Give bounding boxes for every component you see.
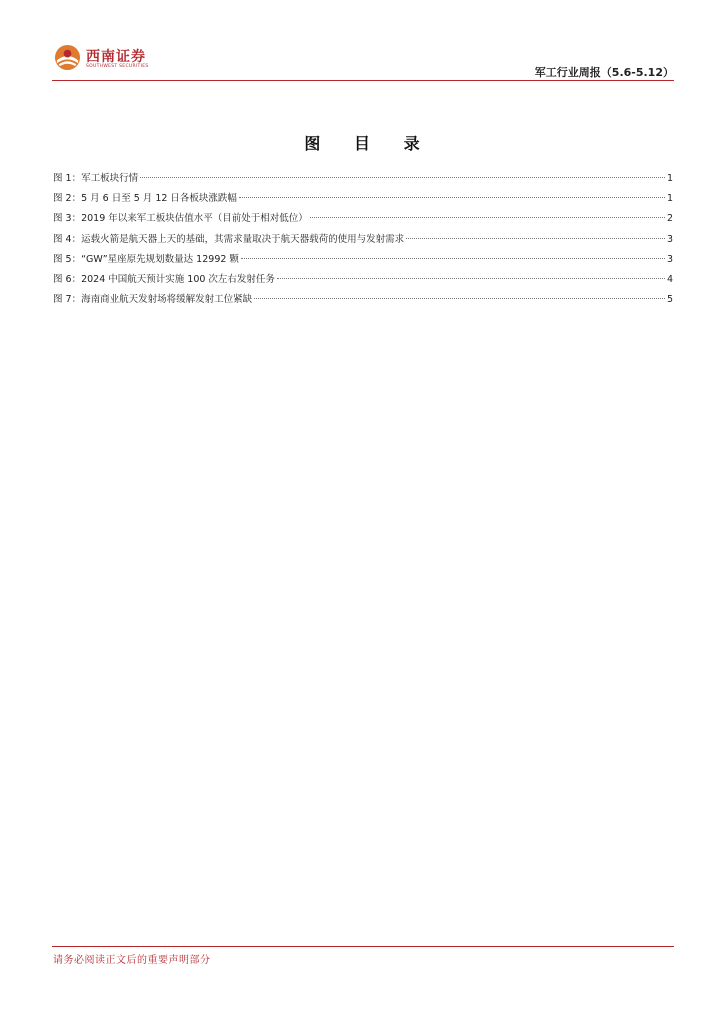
figure-toc xyxy=(53,170,673,311)
toc-leader-dots xyxy=(254,298,665,299)
toc-leader-dots xyxy=(140,177,665,178)
toc-entry[interactable] xyxy=(53,210,673,230)
toc-entry[interactable] xyxy=(53,251,673,271)
toc-entry-page: 2 xyxy=(666,213,673,225)
toc-entry-page: 3 xyxy=(666,253,673,265)
toc-entry[interactable] xyxy=(53,291,673,311)
footer-disclaimer: 请务必阅读正文后的重要声明部分 xyxy=(53,955,211,966)
toc-entry-page: 3 xyxy=(666,233,673,245)
toc-entry[interactable] xyxy=(53,190,673,210)
toc-leader-dots xyxy=(277,278,665,279)
page-header xyxy=(0,0,724,82)
toc-entry[interactable] xyxy=(53,231,673,251)
toc-title: 图 目 录 xyxy=(304,134,434,153)
toc-leader-dots xyxy=(241,258,665,259)
toc-entry[interactable] xyxy=(53,271,673,291)
toc-leader-dots xyxy=(310,217,665,218)
toc-entry-label: 图 5：“GW”星座原先规划数量达 12992 颗 xyxy=(53,253,239,265)
toc-leader-dots xyxy=(406,238,665,239)
company-logo xyxy=(54,44,164,74)
toc-entry[interactable] xyxy=(53,170,673,190)
header-divider xyxy=(52,80,674,81)
logo-text-en: SOUTHWEST SECURITIES xyxy=(86,64,149,69)
toc-entry-page: 4 xyxy=(666,273,673,285)
logo-sun-icon xyxy=(54,44,81,71)
toc-entry-page: 1 xyxy=(666,173,673,184)
toc-entry-page: 1 xyxy=(666,193,673,205)
toc-entry-page: 5 xyxy=(666,294,673,306)
footer-divider xyxy=(52,946,674,947)
toc-entry-label: 图 7：海南商业航天发射场将缓解发射工位紧缺 xyxy=(53,294,253,306)
toc-entry-label: 图 4：运载火箭是航天器上天的基础，其需求量取决于航天器载荷的使用与发射需求 xyxy=(53,233,405,245)
toc-entry-label: 图 2：5 月 6 日至 5 月 12 日各板块涨跌幅 xyxy=(53,193,237,205)
toc-entry-label: 图 1：军工板块行情 xyxy=(53,173,139,184)
logo-text-cn: 西南证券 xyxy=(86,49,146,65)
toc-leader-dots xyxy=(239,197,665,198)
report-title: 军工行业周报（5.6-5.12） xyxy=(534,66,674,79)
toc-entry-label: 图 6：2024 中国航天预计实施 100 次左右发射任务 xyxy=(53,273,275,285)
toc-entry-label: 图 3：2019 年以来军工板块估值水平（目前处于相对低位） xyxy=(53,213,308,225)
